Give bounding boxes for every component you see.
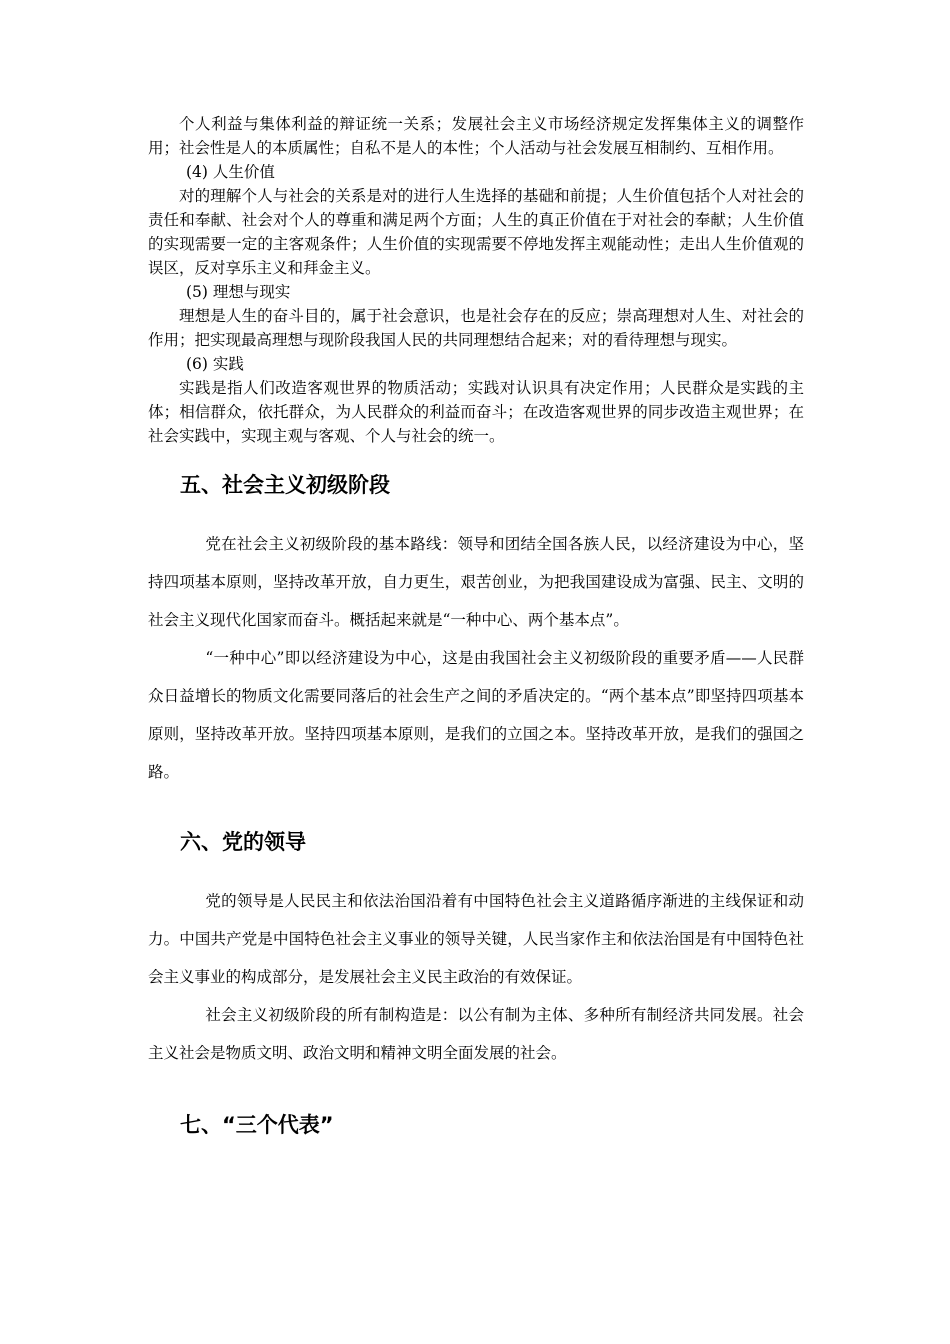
paragraph-practice: 实践是指人们改造客观世界的物质活动；实践对认识具有决定作用；人民群众是实践的主体；相信群众，依托群众，为人民群众的利益而奋斗；在改造客观世界的同步改造主观世界；在社会实践中，实现主观与客观、个人与社会的统一。 (148, 379, 804, 445)
document-page (148, 112, 804, 1140)
paragraph-ideal-reality: 理想是人生的奋斗目的，属于社会意识，也是社会存在的反应；崇高理想对人生、对社会的作用；把实现最高理想与现阶段我国人民的共同理想结合起来；对的看待理想与现实。 (148, 307, 804, 349)
paragraph-individual-collective: 个人利益与集体利益的辩证统一关系；发展社会主义市场经济规定发挥集体主义的调整作用；社会性是人的本质属性；自私不是人的本性；个人活动与社会发展互相制约、互相作用。 (148, 115, 804, 157)
section-title-party-leadership: 六、党的领导 (180, 830, 306, 854)
subheading-ideal-reality: (5) 理想与现实 (186, 283, 291, 301)
paragraph-basic-line: 党在社会主义初级阶段的基本路线：领导和团结全国各族人民，以经济建设为中心，坚持四项基本原则，坚持改革开放，自力更生，艰苦创业，为把我国建设成为富强、民主、文明的社会主义现代化国家而奋斗。概括起来就是“一种中心、两个基本点”。 (148, 535, 804, 629)
paragraph-one-center: “一种中心”即以经济建设为中心，这是由我国社会主义初级阶段的重要矛盾——人民群众日益增长的物质文化需要同落后的社会生产之间的矛盾决定的。“两个基本点”即坚持四项基本原则，坚持改革开放。坚持四项基本原则，是我们的立国之本。坚持改革开放，是我们的强国之路。 (148, 649, 804, 781)
paragraph-party-leadership: 党的领导是人民民主和依法治国沿着有中国特色社会主义道路循序渐进的主线保证和动力。中国共产党是中国特色社会主义事业的领导关键，人民当家作主和依法治国是有中国特色社会主义事业的构成部分，是发展社会主义民主政治的有效保证。 (148, 892, 804, 986)
section-title-primary-stage: 五、社会主义初级阶段 (180, 473, 390, 497)
subheading-life-value: (4) 人生价值 (186, 163, 275, 181)
section-title-three-represents: 七、“三个代表” (180, 1113, 334, 1137)
subheading-practice: (6) 实践 (186, 355, 244, 373)
paragraph-ownership-structure: 社会主义初级阶段的所有制构造是：以公有制为主体、多种所有制经济共同发展。社会主义社会是物质文明、政治文明和精神文明全面发展的社会。 (148, 1006, 804, 1062)
paragraph-life-value: 对的理解个人与社会的关系是对的进行人生选择的基础和前提；人生价值包括个人对社会的责任和奉献、社会对个人的尊重和满足两个方面；人生的真正价值在于对社会的奉献；人生价值的实现需要一定的主客观条件；人生价值的实现需要不停地发挥主观能动性；走出人生价值观的误区，反对享乐主义和拜金主义。 (148, 187, 804, 277)
